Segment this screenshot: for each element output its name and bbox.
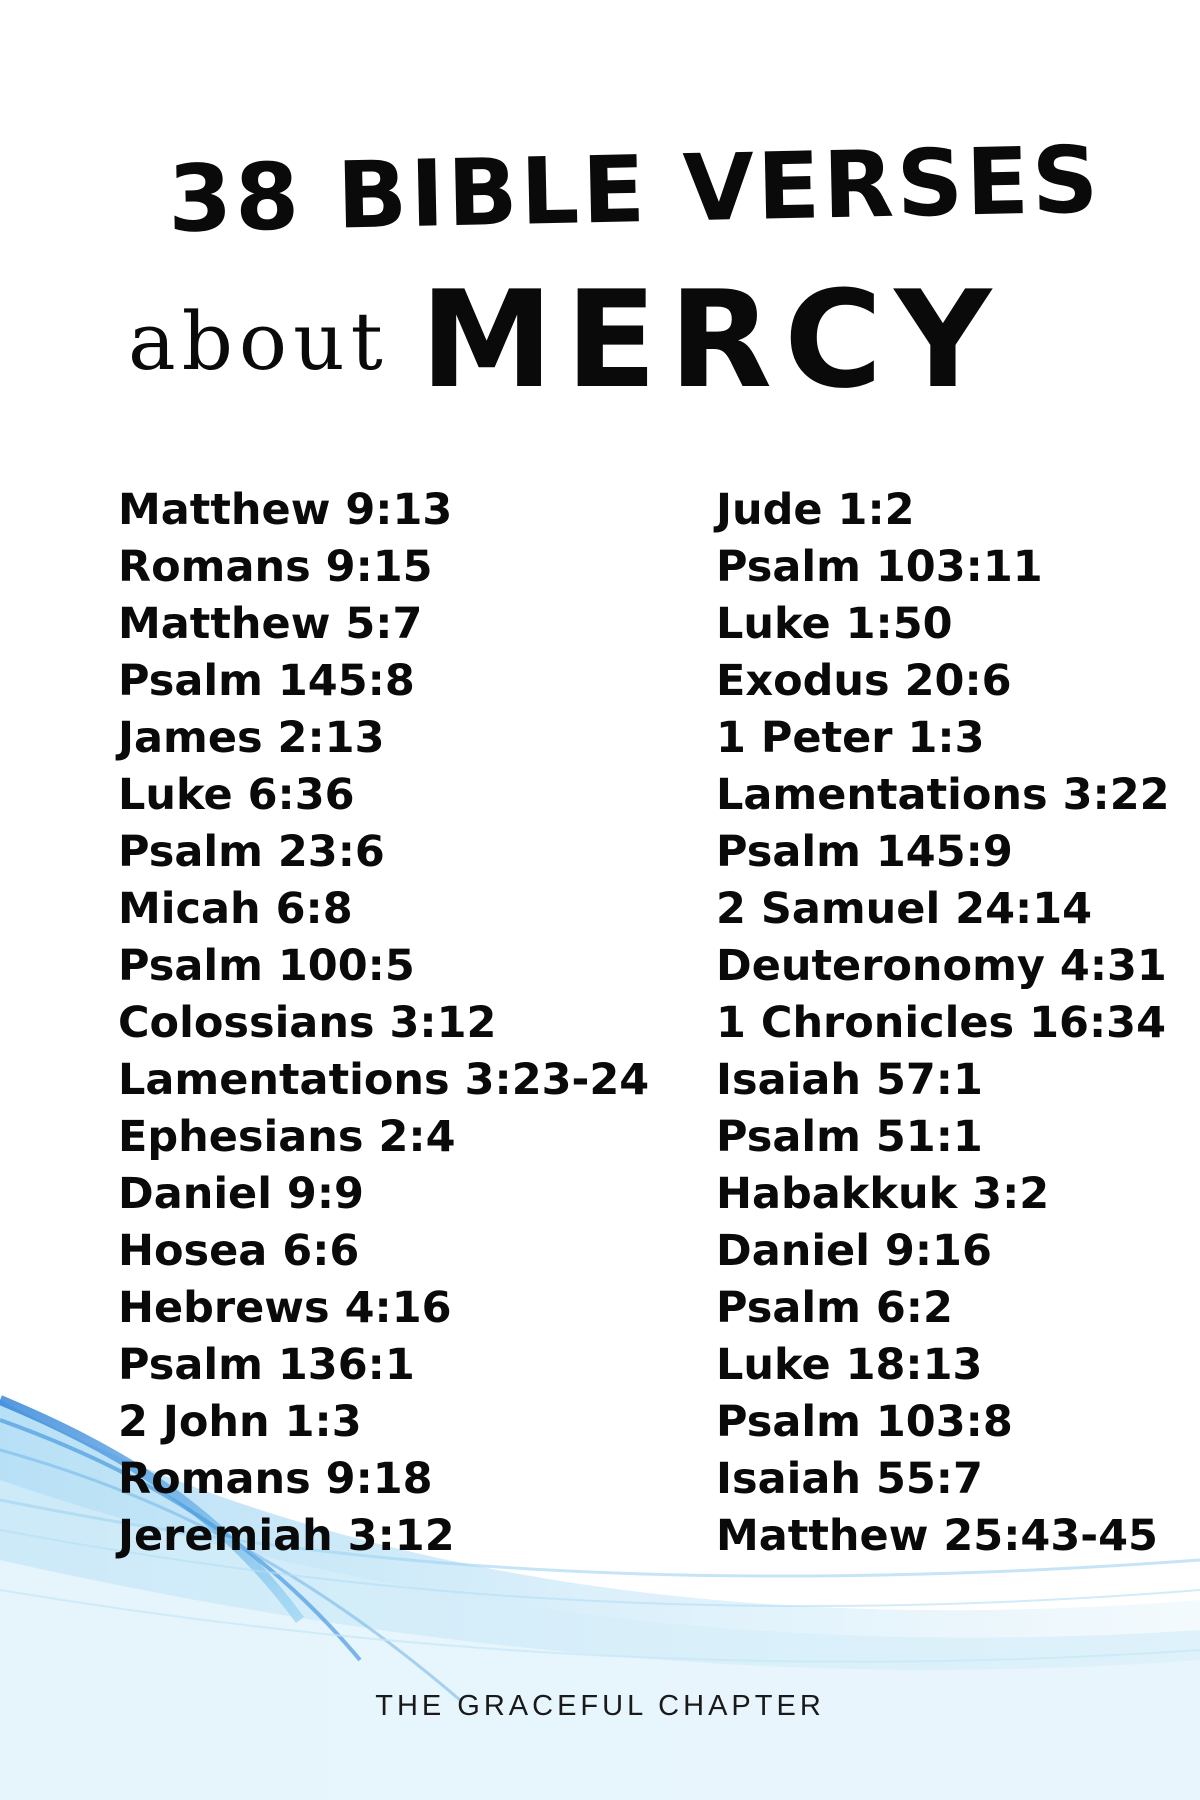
- verse-item: Daniel 9:16: [716, 1226, 992, 1276]
- verse-item: 2 John 1:3: [118, 1397, 362, 1447]
- verse-item: 1 Peter 1:3: [716, 713, 985, 763]
- verse-item: Habakkuk 3:2: [716, 1169, 1050, 1219]
- verse-item: Matthew 25:43-45: [716, 1511, 1158, 1561]
- title-topic: MERCY: [420, 262, 1004, 418]
- verse-item: Lamentations 3:22: [716, 770, 1170, 820]
- verse-item: Daniel 9:9: [118, 1169, 364, 1219]
- verse-item: Ephesians 2:4: [118, 1112, 456, 1162]
- verse-item: Exodus 20:6: [716, 656, 1012, 706]
- verse-list-left: [118, 482, 649, 1565]
- verse-item: Psalm 103:11: [716, 542, 1043, 592]
- verse-item: Matthew 5:7: [118, 599, 423, 649]
- verse-item: Romans 9:18: [118, 1454, 433, 1504]
- verse-item: Micah 6:8: [118, 884, 353, 934]
- verse-item: Luke 18:13: [716, 1340, 983, 1390]
- title-line-1: 38 BIBLE VERSES: [166, 126, 1103, 253]
- verse-item: Jeremiah 3:12: [118, 1511, 455, 1561]
- verse-item: 1 Chronicles 16:34: [716, 998, 1166, 1048]
- verse-item: 2 Samuel 24:14: [716, 884, 1093, 934]
- verse-item: Luke 1:50: [716, 599, 953, 649]
- verse-item: James 2:13: [118, 713, 385, 763]
- verse-list-right: [716, 482, 1170, 1565]
- verse-item: Colossians 3:12: [118, 998, 497, 1048]
- verse-item: Hebrews 4:16: [118, 1283, 452, 1333]
- title-about: about: [128, 295, 389, 388]
- verse-item: Psalm 23:6: [118, 827, 385, 877]
- brand-footer: THE GRACEFUL CHAPTER: [375, 1690, 825, 1722]
- verse-item: Matthew 9:13: [118, 485, 453, 535]
- verse-item: Psalm 145:9: [716, 827, 1013, 877]
- verse-item: Psalm 6:2: [716, 1283, 953, 1333]
- verse-item: Deuteronomy 4:31: [716, 941, 1167, 991]
- verse-item: Hosea 6:6: [118, 1226, 360, 1276]
- verse-item: Psalm 145:8: [118, 656, 415, 706]
- verse-item: Psalm 136:1: [118, 1340, 415, 1390]
- verse-item: Psalm 100:5: [118, 941, 415, 991]
- verse-item: Isaiah 55:7: [716, 1454, 983, 1504]
- verse-item: Psalm 103:8: [716, 1397, 1013, 1447]
- verse-item: Romans 9:15: [118, 542, 433, 592]
- verse-item: Luke 6:36: [118, 770, 355, 820]
- verse-item: Lamentations 3:23-24: [118, 1055, 650, 1105]
- verse-item: Jude 1:2: [716, 485, 915, 535]
- verse-item: Isaiah 57:1: [716, 1055, 983, 1105]
- verse-item: Psalm 51:1: [716, 1112, 983, 1162]
